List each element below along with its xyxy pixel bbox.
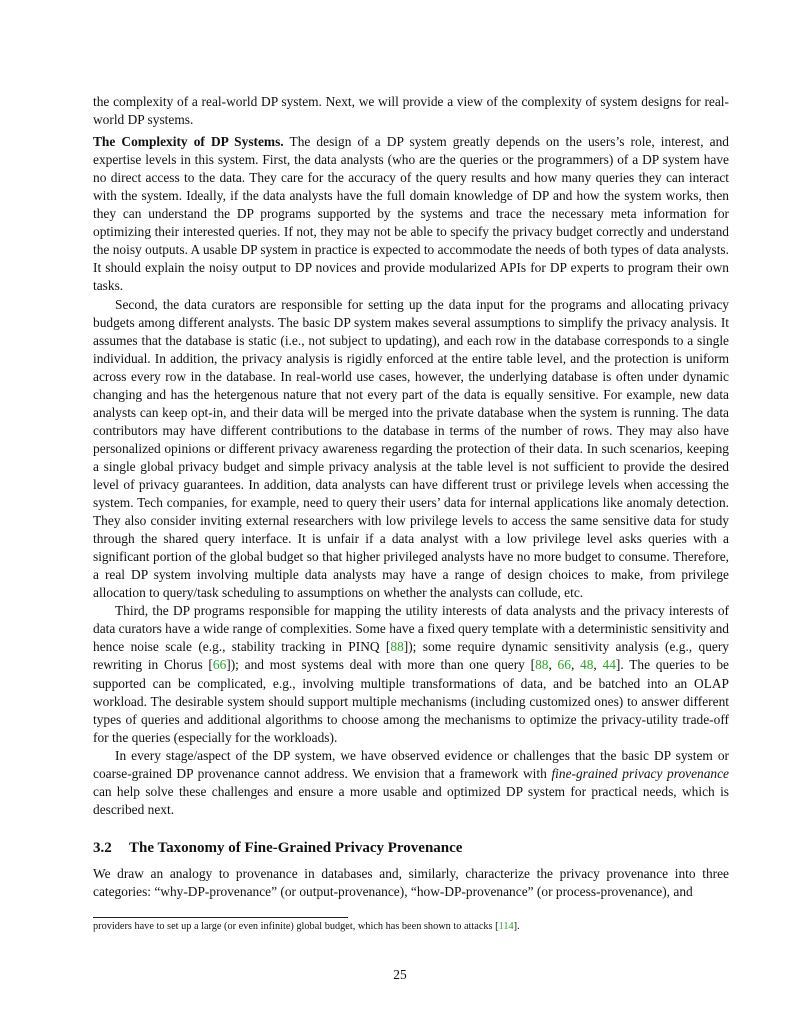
citation-link[interactable]: 44 xyxy=(602,657,616,673)
page-number: 25 xyxy=(393,967,407,982)
footnote xyxy=(93,920,729,933)
text-run: can help solve these challenges and ensure a more usable and optimized DP system for practical needs, which is described next. xyxy=(93,783,729,817)
paragraph-section-intro: We draw an analogy to provenance in databases and, similarly, characterize the privacy provenance into three categories: “why-DP-provenance” (or output-provenance), “how-DP-provenance” (or process-provenance), and xyxy=(93,865,729,899)
text-run: ]); some require dynamic sensitivity analysis (e.g., query rewriting in Chorus [ xyxy=(93,639,730,673)
page-body xyxy=(93,93,729,901)
paragraph-second: Second, the data curators are responsible for setting up the data input for the programs and allocating privacy budgets among different analysts. The basic DP system makes several assumptions to simplify the privacy analysis. It assumes that the database is static (i.e., not subject to updating), and each row in the database corresponds to a single individual. In addition, the privacy analysis is rigidly enforced at the entire table level, and the protection is uniform across every row in the database. In real-world use cases, however, the underlying database is often under dynamic changing and has the hetergenous nature that not every part of the data is equally sensitive. For example, new data analysts can keep opt-in, and their data will be merged into the private database when the system is running. The data contributors may have different contributions to the database in terms of the number of rows. They may also have personalized opinions or different privacy awareness regarding the protection of their data. In such scenarios, keeping a single global privacy budget and simple privacy analysis at the table level is not sufficient to provide the desired level of privacy guarantees. In addition, data analysts can have different trust or privilege levels when accessing the system. Tech companies, for example, need to query their users’ data for internal applications like anomaly detection. They also consider inviting external researchers with low privilege levels to access the same sensitive data for study through the shared query interface. It is unfair if a data analyst with a low privilege level asks queries with a significant portion of the global budget so that higher privileged analysts have no more budget to consume. Therefore, a real DP system involving multiple data analysts may have a range of design choices to make, from privilege allocation to query/task scheduling to assumptions on whether the analysts can collude, etc. xyxy=(93,296,729,601)
text-run: , xyxy=(593,657,603,673)
paragraph-third xyxy=(93,602,729,746)
citation-link[interactable]: 48 xyxy=(580,657,594,673)
paragraph-fourth xyxy=(93,747,729,819)
section-title: The Taxonomy of Fine-Grained Privacy Provenance xyxy=(129,839,463,856)
citation-link[interactable]: 88 xyxy=(390,639,404,655)
text-run: ]); and most systems deal with more than one query [ xyxy=(226,657,536,673)
footnote-text: ]. xyxy=(513,921,520,932)
citation-link[interactable]: 88 xyxy=(535,657,549,673)
emphasis-text: fine-grained privacy provenance xyxy=(551,765,729,781)
citation-link[interactable]: 66 xyxy=(212,657,227,673)
footnote-text: providers have to set up a large (or even infinite) global budget, which has been shown to attacks [ xyxy=(93,921,499,932)
citation-link[interactable]: 66 xyxy=(557,657,571,673)
section-heading xyxy=(93,839,729,857)
paragraph-complexity xyxy=(93,133,729,295)
section-number: 3.2 xyxy=(93,839,112,856)
text-run: , xyxy=(548,657,558,673)
citation-link[interactable]: 114 xyxy=(498,921,514,932)
text-run: , xyxy=(570,657,581,673)
text-run: In every stage/aspect of the DP system, we have observed evidence or challenges that the basic DP system or coarse-grained DP provenance cannot address. We envision that a framework with xyxy=(93,747,729,781)
footnote-rule xyxy=(93,917,348,918)
paragraph-intro: the complexity of a real-world DP system. Next, we will provide a view of the complexity of system designs for real-world DP systems. xyxy=(93,94,729,128)
paragraph-text: The design of a DP system greatly depends on the users’s role, interest, and expertise levels in this system. First, the data analysts (who are the queries or the programmers) of a DP system have no direct access to the data. They care for the accuracy of the query results and how many queries they can interact with the system. Ideally, if the data analysts have the full domain knowledge of DP and how the system works, then they can understand the DP programs supported by the systems and trace the necessary meta information for optimizing their interested queries. If not, they may not be able to specify the privacy budget correctly and understand the noisy outputs. A usable DP system in practice is expected to accommodate the needs of both types of data analysts. It should explain the noisy output to DP novices and provide modularized APIs for DP experts to program their own tasks. xyxy=(93,134,729,294)
text-run: Third, the DP programs responsible for mapping the utility interests of data analysts and the privacy interests of data curators have a wide range of complexities. Some have a fixed query template with a deterministic sensitivity and hence noise scale (e.g., stability tracking in PINQ [ xyxy=(93,603,729,655)
paragraph-heading: The Complexity of DP Systems. xyxy=(93,134,284,150)
text-run: ]. The queries to be supported can be complicated, e.g., involving multiple transformations of data, and be batched into an OLAP workload. The desirable system should support multiple mechanisms (including customized ones) to answer different types of queries and additional algorithms to choose among the mechanisms to optimize the privacy-utility trade-off for the queries (especially for the workloads). xyxy=(93,657,729,745)
